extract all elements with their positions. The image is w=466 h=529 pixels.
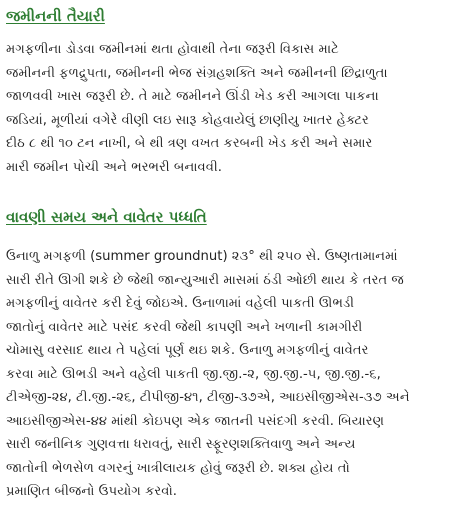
paragraph-line: જડિયાં, મૂળીયાં વગેરે વીણી લઇ સારૂ કોહવાયેલું છાણીયુ ખાતર હેક્ટર bbox=[6, 112, 369, 128]
paragraph-line: જાતોનું વાવેતર માટે પસંદ કરવી જેથી કાપણી અને ખળાની કામગીરી bbox=[6, 319, 363, 335]
paragraph-line: ચોમાસુ વરસાદ થાય તે પહેલાં પૂર્ણ થઇ શકે. ઉનાળુ મગફળીનું વાવેતર bbox=[6, 343, 369, 358]
paragraph-line: દીઠ ૮ થી ૧૦ ટન નાખી, બે થી ત્રણ વખત કરબની ખેડ કરી અને સમાર bbox=[6, 136, 373, 151]
paragraph-line: મગફળીના ડોડવા જમીનમાં થતા હોવાથી તેના જરૂરી વિકાસ માટે bbox=[6, 42, 339, 57]
paragraph-line: કરવા માટે ઊભડી અને વહેલી પાકતી જી.જી.-૨, જી.જી.-૫, જી.જી.-૬, bbox=[6, 366, 381, 382]
paragraph-line: મગફળીનું વાવેતર કરી દેવું જોઇએ. ઉનાળામાં વહેલી પાકતી ઊભડી bbox=[6, 296, 355, 311]
paragraph-line: આઇસીજીએસ-૪૪ માંથી કોઇપણ એક જાતની પસંદગી કરવી. બિયારણ bbox=[6, 413, 385, 429]
section-heading-sowing-time: વાવણી સમય અને વાવેતર પધ્ધતિ bbox=[6, 208, 207, 226]
land-preparation-paragraph bbox=[6, 38, 460, 179]
paragraph-line: મારી જમીન પોચી અને ભરભરી બનાવવી. bbox=[6, 159, 222, 175]
paragraph-line: ટીએજી-૨૪, ટી.જી.-૨૬, ટીપીજી-૪૧, ટીજી-૩૭એ, આઇસીજીએસ-૩૭ અને bbox=[6, 390, 410, 405]
sowing-time-paragraph bbox=[6, 245, 460, 504]
paragraph-line: પ્રમાણિત બીજનો ઉપયોગ કરવો. bbox=[6, 484, 177, 499]
paragraph-line: જાતોની ભેળસેળ વગરનું ખાત્રીલાયક હોવું જરૂરી છે. શક્ય હોય તો bbox=[6, 460, 350, 476]
paragraph-line: જમીનની ફળદ્રુપતા, જમીનની ભેજ સંગ્રહશક્તિ અને જમીનની છિદ્રાળુતા bbox=[6, 65, 388, 81]
section-heading-land-preparation: જમીનની તૈયારી bbox=[6, 7, 105, 25]
paragraph-line: ઉનાળુ મગફળી (summer groundnut) ૨૩° થી ૨૫૦ સે. ઉષ્ણતામાનમાં bbox=[6, 249, 398, 264]
paragraph-line: સારી રીતે ઊગી શકે છે જેથી જાન્યુઆરી માસમાં ઠંડી ઓછી થાય કે તરત જ bbox=[6, 272, 404, 288]
paragraph-line: જાળવવી ખાસ જરૂરી છે. તે માટે જમીનને ઊંડી ખેડ કરી આગલા પાકના bbox=[6, 89, 379, 104]
paragraph-line: સારી જનીનિક ગુણવત્તા ધરાવતું, સારી સ્ફૂરણશક્તિવાળુ અને અન્ય bbox=[6, 437, 356, 452]
